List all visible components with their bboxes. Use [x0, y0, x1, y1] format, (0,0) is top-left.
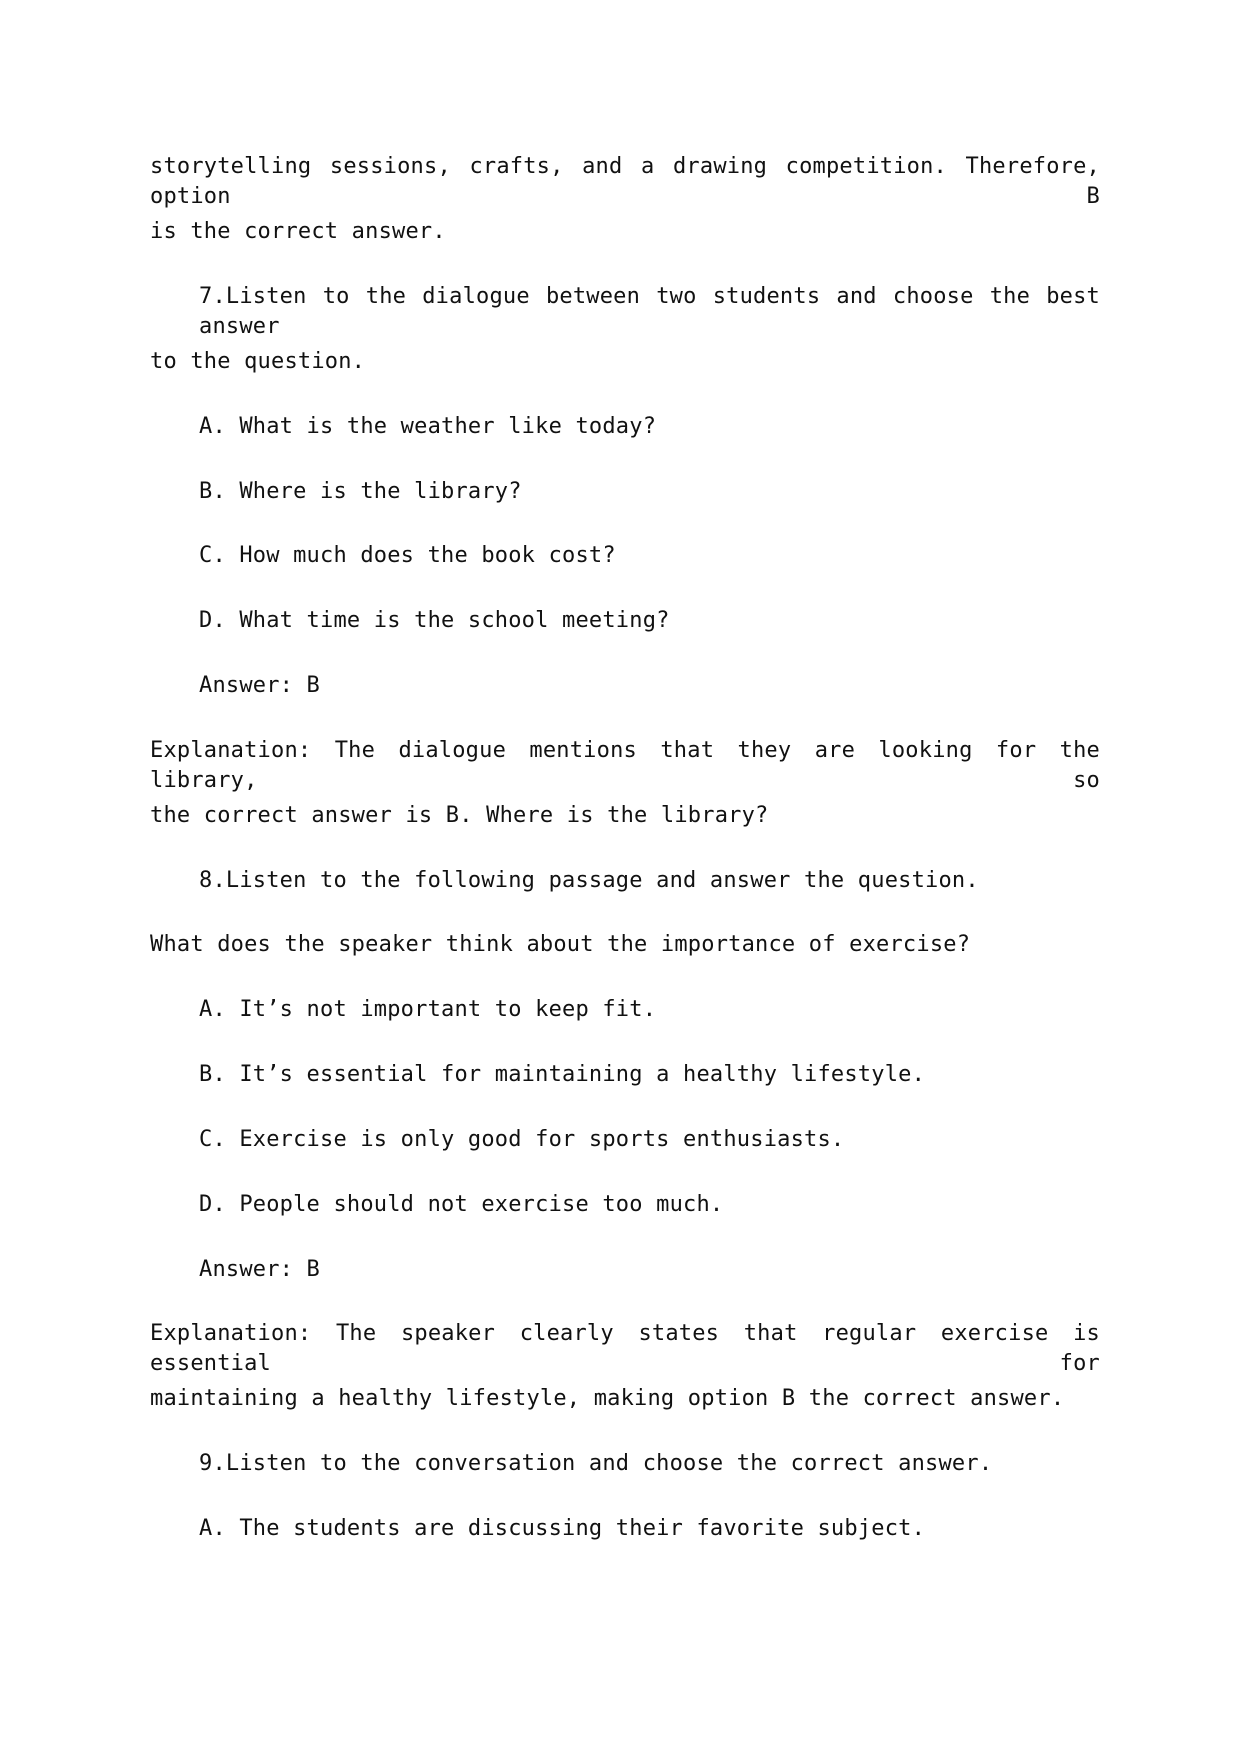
question-8-prompt: 8.Listen to the following passage and answer the question.: [199, 868, 979, 893]
option-c: C. How much does the book cost?: [199, 543, 616, 568]
text-line: maintaining a healthy lifestyle, making option B the correct answer.: [150, 1386, 1065, 1411]
option-d: D. People should not exercise too much.: [199, 1192, 724, 1217]
question-9-prompt: 9.Listen to the conversation and choose the correct answer.: [199, 1451, 993, 1476]
option-a: A. The students are discussing their favorite subject.: [199, 1516, 926, 1541]
answer: Answer: B: [199, 673, 321, 698]
text-line: to the question.: [150, 349, 366, 374]
question-8-text: What does the speaker think about the importance of exercise?: [150, 932, 971, 957]
option-a: A. It’s not important to keep fit.: [199, 997, 657, 1022]
option-b: B. Where is the library?: [199, 479, 522, 504]
option-c: C. Exercise is only good for sports enthusiasts.: [199, 1127, 845, 1152]
question-7-prompt: 7.Listen to the dialogue between two students and choose the best answer: [199, 284, 1100, 339]
option-d: D. What time is the school meeting?: [199, 608, 670, 633]
option-a: A. What is the weather like today?: [199, 414, 657, 439]
text-line: storytelling sessions, crafts, and a drawing competition. Therefore, option B: [150, 154, 1100, 209]
option-b: B. It’s essential for maintaining a healthy lifestyle.: [199, 1062, 926, 1087]
text-line: is the correct answer.: [150, 219, 446, 244]
explanation: Explanation: The speaker clearly states that regular exercise is essential for: [150, 1321, 1100, 1376]
answer: Answer: B: [199, 1257, 321, 1282]
text-line: the correct answer is B. Where is the library?: [150, 803, 769, 828]
explanation: Explanation: The dialogue mentions that they are looking for the library, so: [150, 738, 1100, 793]
